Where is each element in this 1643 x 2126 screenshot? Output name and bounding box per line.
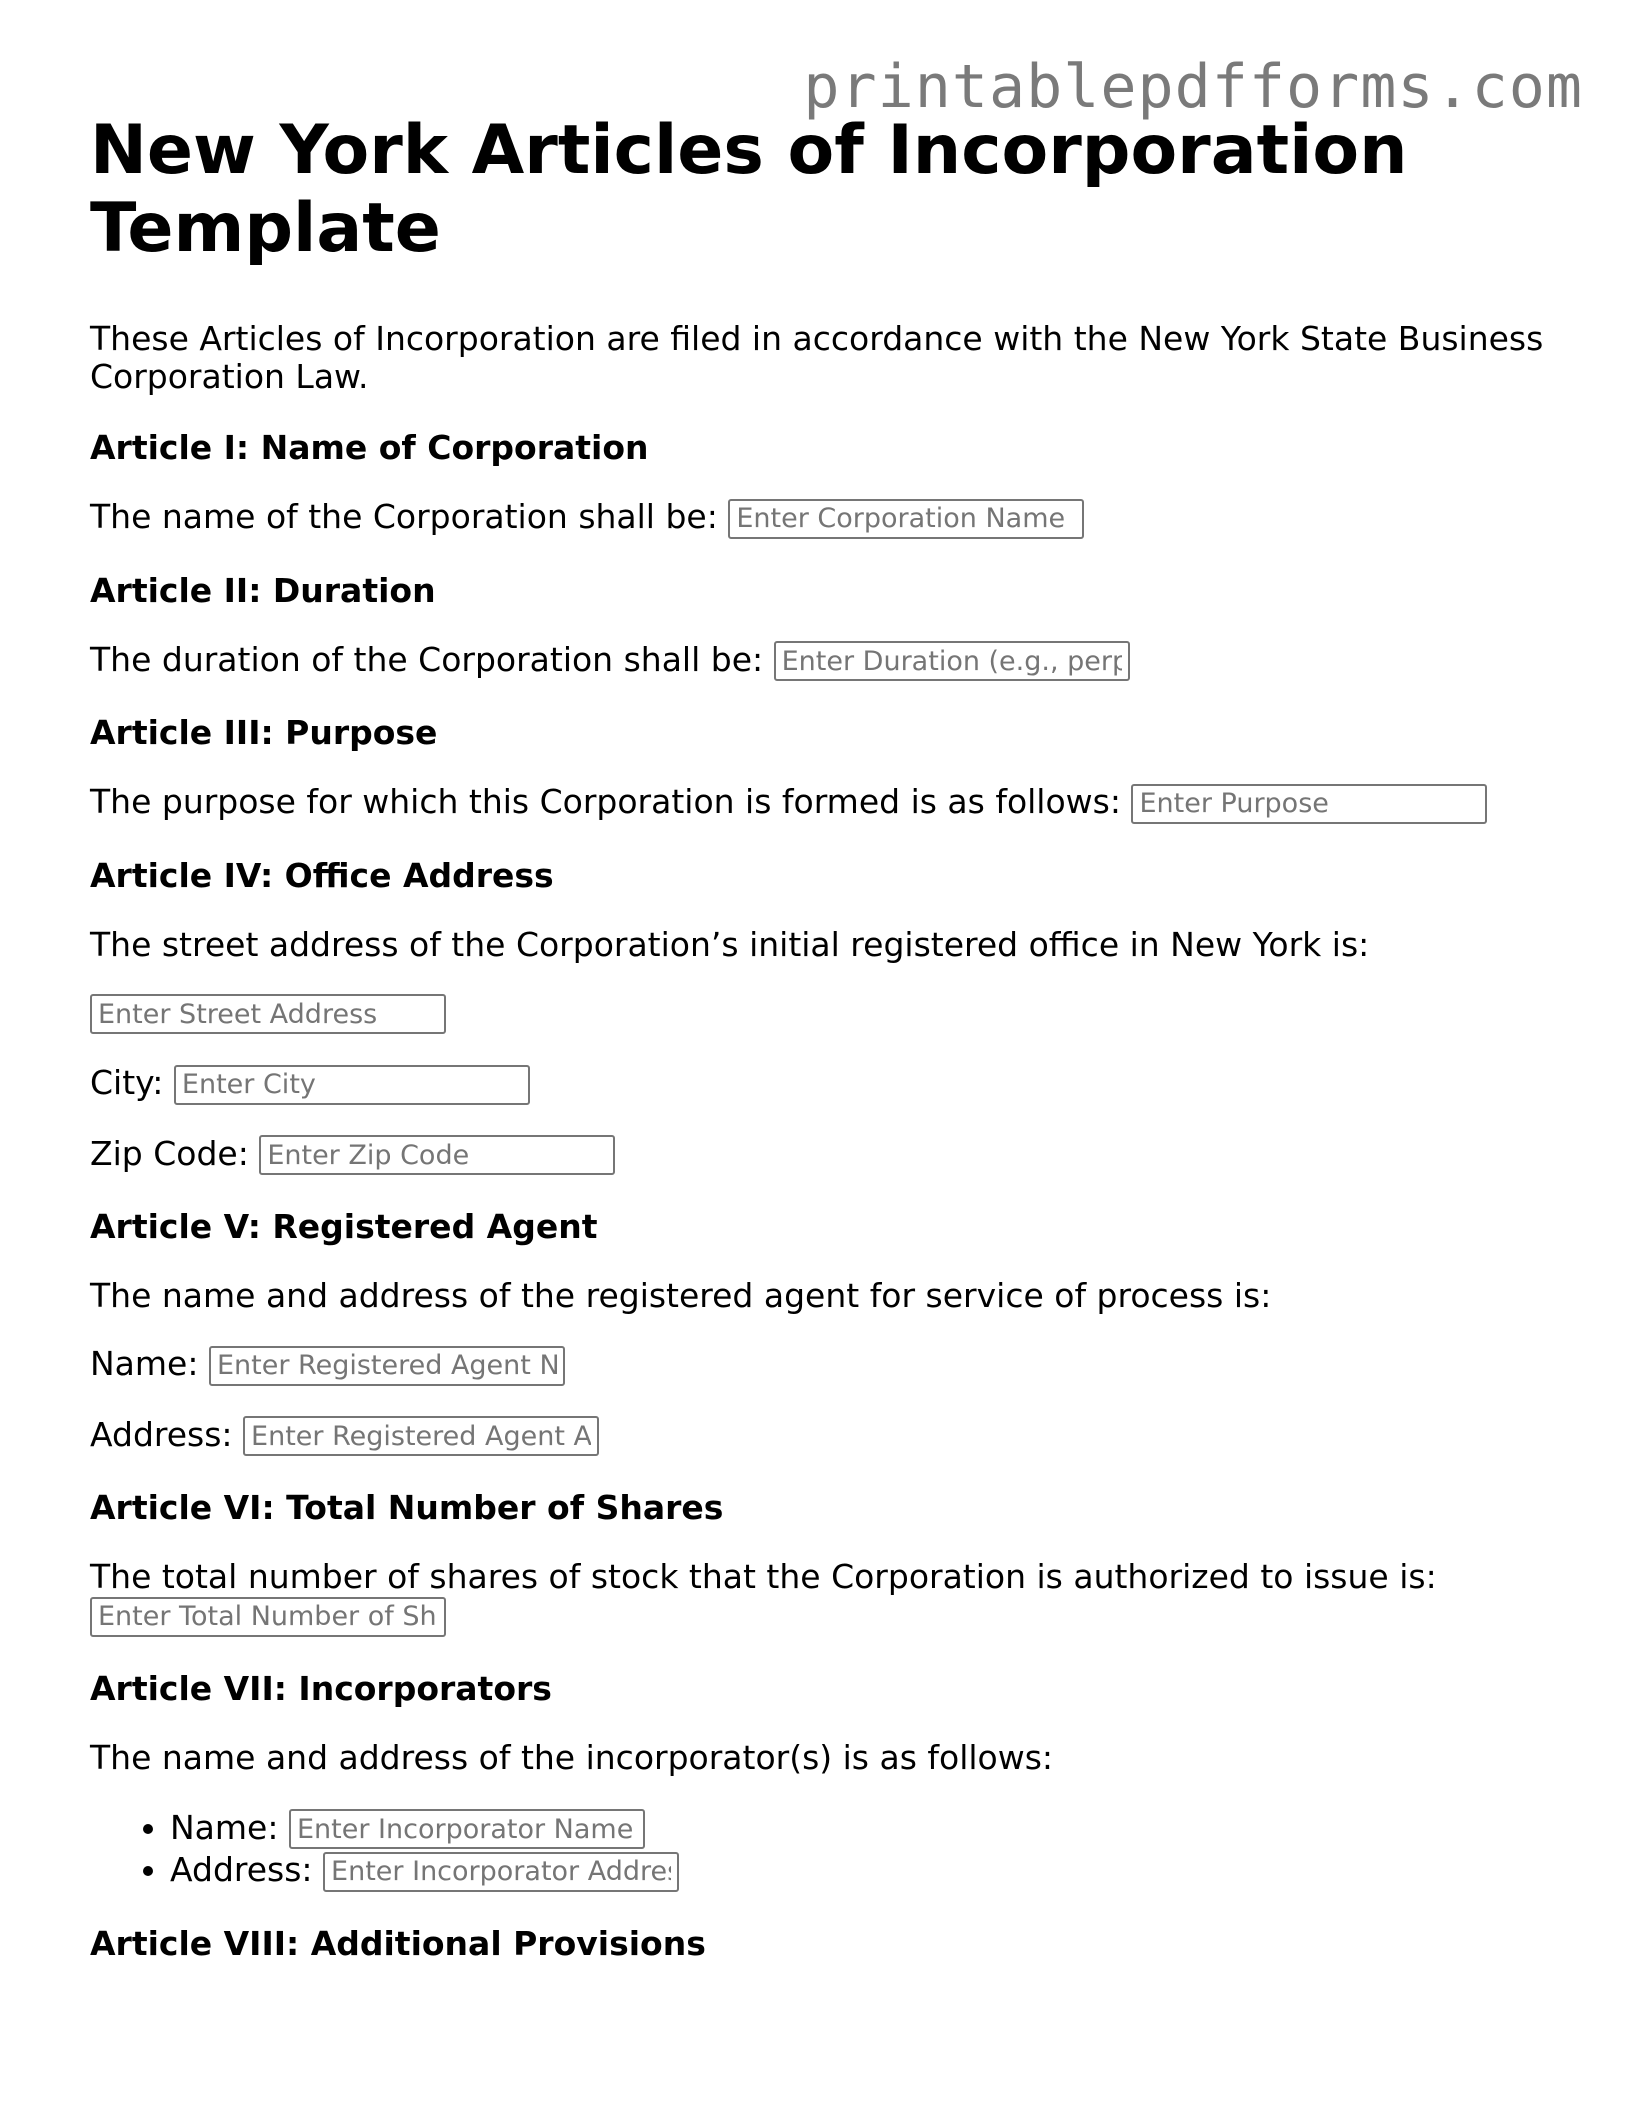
incorporator-list	[90, 1807, 1560, 1892]
intro-text: These Articles of Incorporation are filed in accordance with the New York State Business Corporation Law.	[90, 319, 1544, 396]
article-6-text: The total number of shares of stock that the Corporation is authorized to issue is:	[90, 1557, 1437, 1596]
article-3-heading: Article III: Purpose	[90, 713, 438, 752]
article-2-line	[90, 641, 1560, 682]
article-8-heading: Article VIII: Additional Provisions	[90, 1923, 706, 1963]
incorporator-address-input[interactable]	[323, 1852, 679, 1892]
agent-name-input[interactable]	[209, 1346, 565, 1386]
article-5-text: The name and address of the registered agent for service of process is:	[90, 1276, 1272, 1315]
article-7-heading: Article VII: Incorporators	[90, 1668, 552, 1708]
article-1-line	[90, 498, 1560, 539]
article-2-text: The duration of the Corporation shall be:	[90, 639, 764, 679]
total-shares-input[interactable]	[90, 1597, 446, 1637]
incorporator-name-label: Name:	[170, 1807, 279, 1847]
article-4-heading: Article IV: Office Address	[90, 855, 554, 895]
article-2-heading: Article II: Duration	[90, 570, 436, 610]
article-3-line	[90, 783, 1560, 824]
agent-name-line	[90, 1345, 1560, 1386]
article-6-line	[90, 1558, 1560, 1637]
city-input[interactable]	[174, 1065, 530, 1105]
street-address-line	[90, 994, 1560, 1035]
zip-line	[90, 1135, 1560, 1176]
watermark: printablepdfforms.com	[803, 52, 1583, 122]
list-item	[170, 1849, 1560, 1892]
article-5-heading: Article V: Registered Agent	[90, 1207, 598, 1246]
street-address-input[interactable]	[90, 994, 446, 1034]
article-6-heading: Article VI: Total Number of Shares	[90, 1488, 724, 1527]
agent-address-input[interactable]	[243, 1416, 599, 1456]
article-1-text: The name of the Corporation shall be:	[90, 497, 718, 536]
city-label: City:	[90, 1063, 164, 1102]
incorporator-address-label: Address:	[170, 1850, 313, 1889]
article-4-text: The street address of the Corporation’s initial registered office in New York is:	[90, 924, 1370, 964]
article-1-heading: Article I: Name of Corporation	[90, 428, 649, 467]
duration-input[interactable]	[774, 641, 1130, 681]
zip-code-input[interactable]	[259, 1135, 615, 1175]
purpose-input[interactable]	[1131, 784, 1487, 824]
page-title: New York Articles of Incorporation Template	[90, 111, 1408, 268]
incorporator-name-input[interactable]	[289, 1809, 645, 1849]
agent-address-line	[90, 1416, 1560, 1457]
corporation-name-input[interactable]	[728, 499, 1084, 539]
document-body	[90, 112, 1560, 1964]
list-item	[170, 1807, 1560, 1850]
article-7-text: The name and address of the incorporator(s) is as follows:	[90, 1737, 1054, 1777]
article-3-text: The purpose for which this Corporation is formed is as follows:	[90, 782, 1121, 821]
agent-address-label: Address:	[90, 1414, 233, 1454]
city-line	[90, 1064, 1560, 1105]
agent-name-label: Name:	[90, 1344, 199, 1383]
zip-label: Zip Code:	[90, 1133, 249, 1173]
